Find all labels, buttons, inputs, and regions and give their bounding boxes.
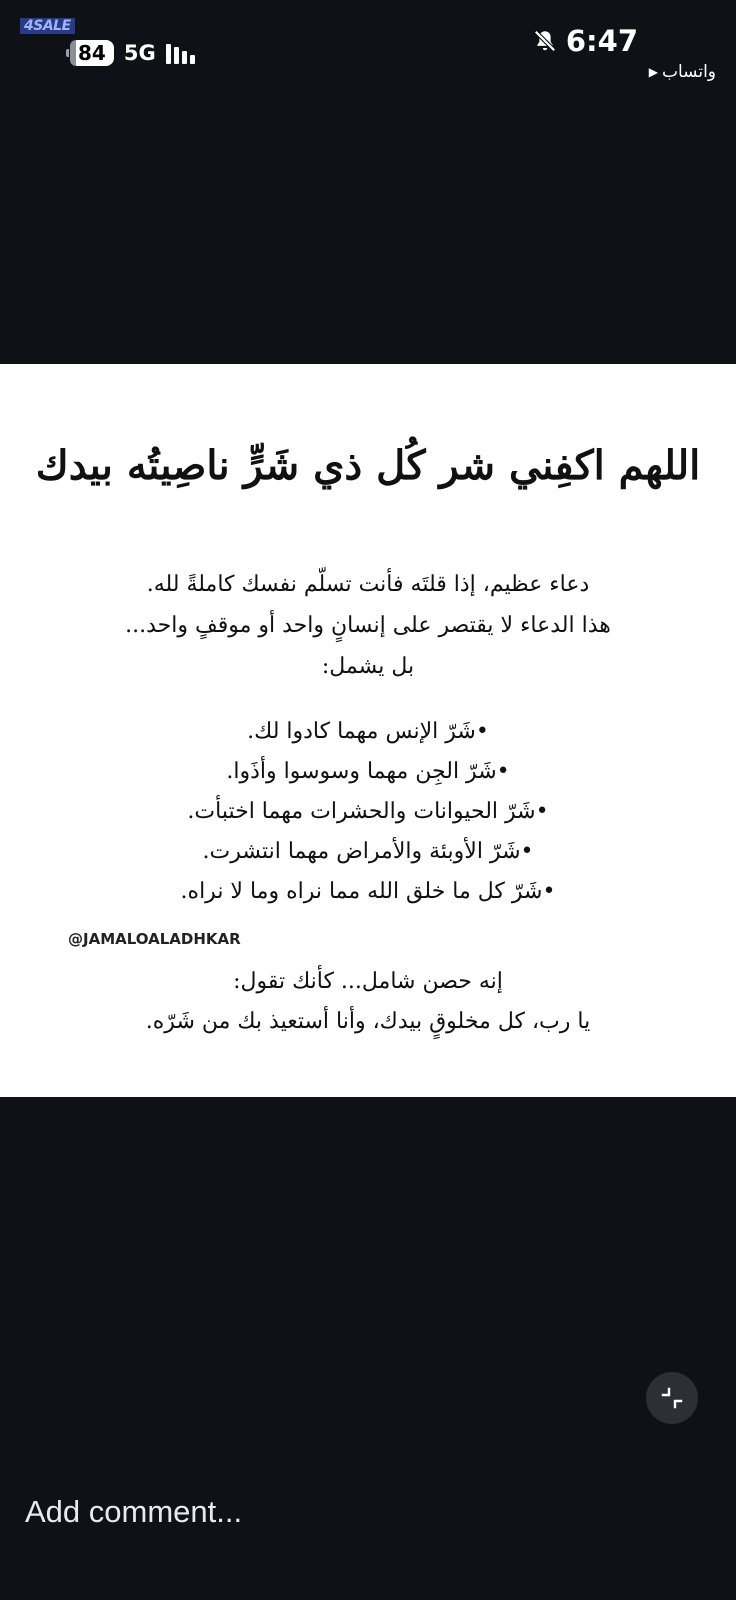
comment-bar[interactable] [0,1470,736,1560]
account-handle: @JAMALOALADHKAR [68,930,241,948]
bullet-item: •شَرّ الجِن مهما وسوسوا وأذَوا. [226,759,510,784]
intro-line: بل يشمل: [321,654,415,679]
bullet-item: •شَرّ الحيوانات والحشرات مهما اختبأت. [187,799,549,824]
bullet-item: •شَرّ الأوبئة والأمراض مهما انتشرت. [202,839,534,864]
image-headline: اللهم اكفِني شر كُل ذي شَرٍّ ناصِيتُه بيدك [35,442,701,489]
network-label: 5G [123,41,156,65]
play-arrow-icon: ▶ [648,65,658,79]
watermark-logo: 4SALE [20,18,75,34]
battery-level: 84 [70,40,114,66]
battery-icon [66,40,114,66]
bell-off-icon [532,28,558,54]
back-app-label: واتساب [661,62,716,82]
bullet-list [60,712,676,912]
intro-text [60,564,676,687]
intro-line: دعاء عظيم، إذا قلتَه فأنت تسلّم نفسك كاملةً لله. [146,572,590,597]
status-bar-right [532,24,638,58]
status-bar-left [66,40,195,66]
post-image[interactable] [0,364,736,1097]
signal-icon [166,42,195,64]
clock: 6:47 [565,24,638,58]
bullet-item: •شَرّ الإنس مهما كادوا لك. [247,719,489,744]
bullet-item: •شَرّ كل ما خلق الله مما نراه وما لا نراه. [180,879,556,904]
back-to-app-link[interactable] [649,62,716,82]
closing-line: يا رب، كل مخلوقٍ بيدك، وأنا أستعيذ بك من شَرّه. [145,1009,591,1034]
intro-line: هذا الدعاء لا يقتصر على إنسانٍ واحد أو موقفٍ واحد... [125,613,611,638]
closing-text [60,962,676,1042]
comment-input[interactable]: Add comment... [25,1494,243,1529]
closing-line: إنه حصن شامل... كأنك تقول: [233,969,503,994]
collapse-icon [659,1385,685,1411]
collapse-button[interactable] [646,1372,698,1424]
